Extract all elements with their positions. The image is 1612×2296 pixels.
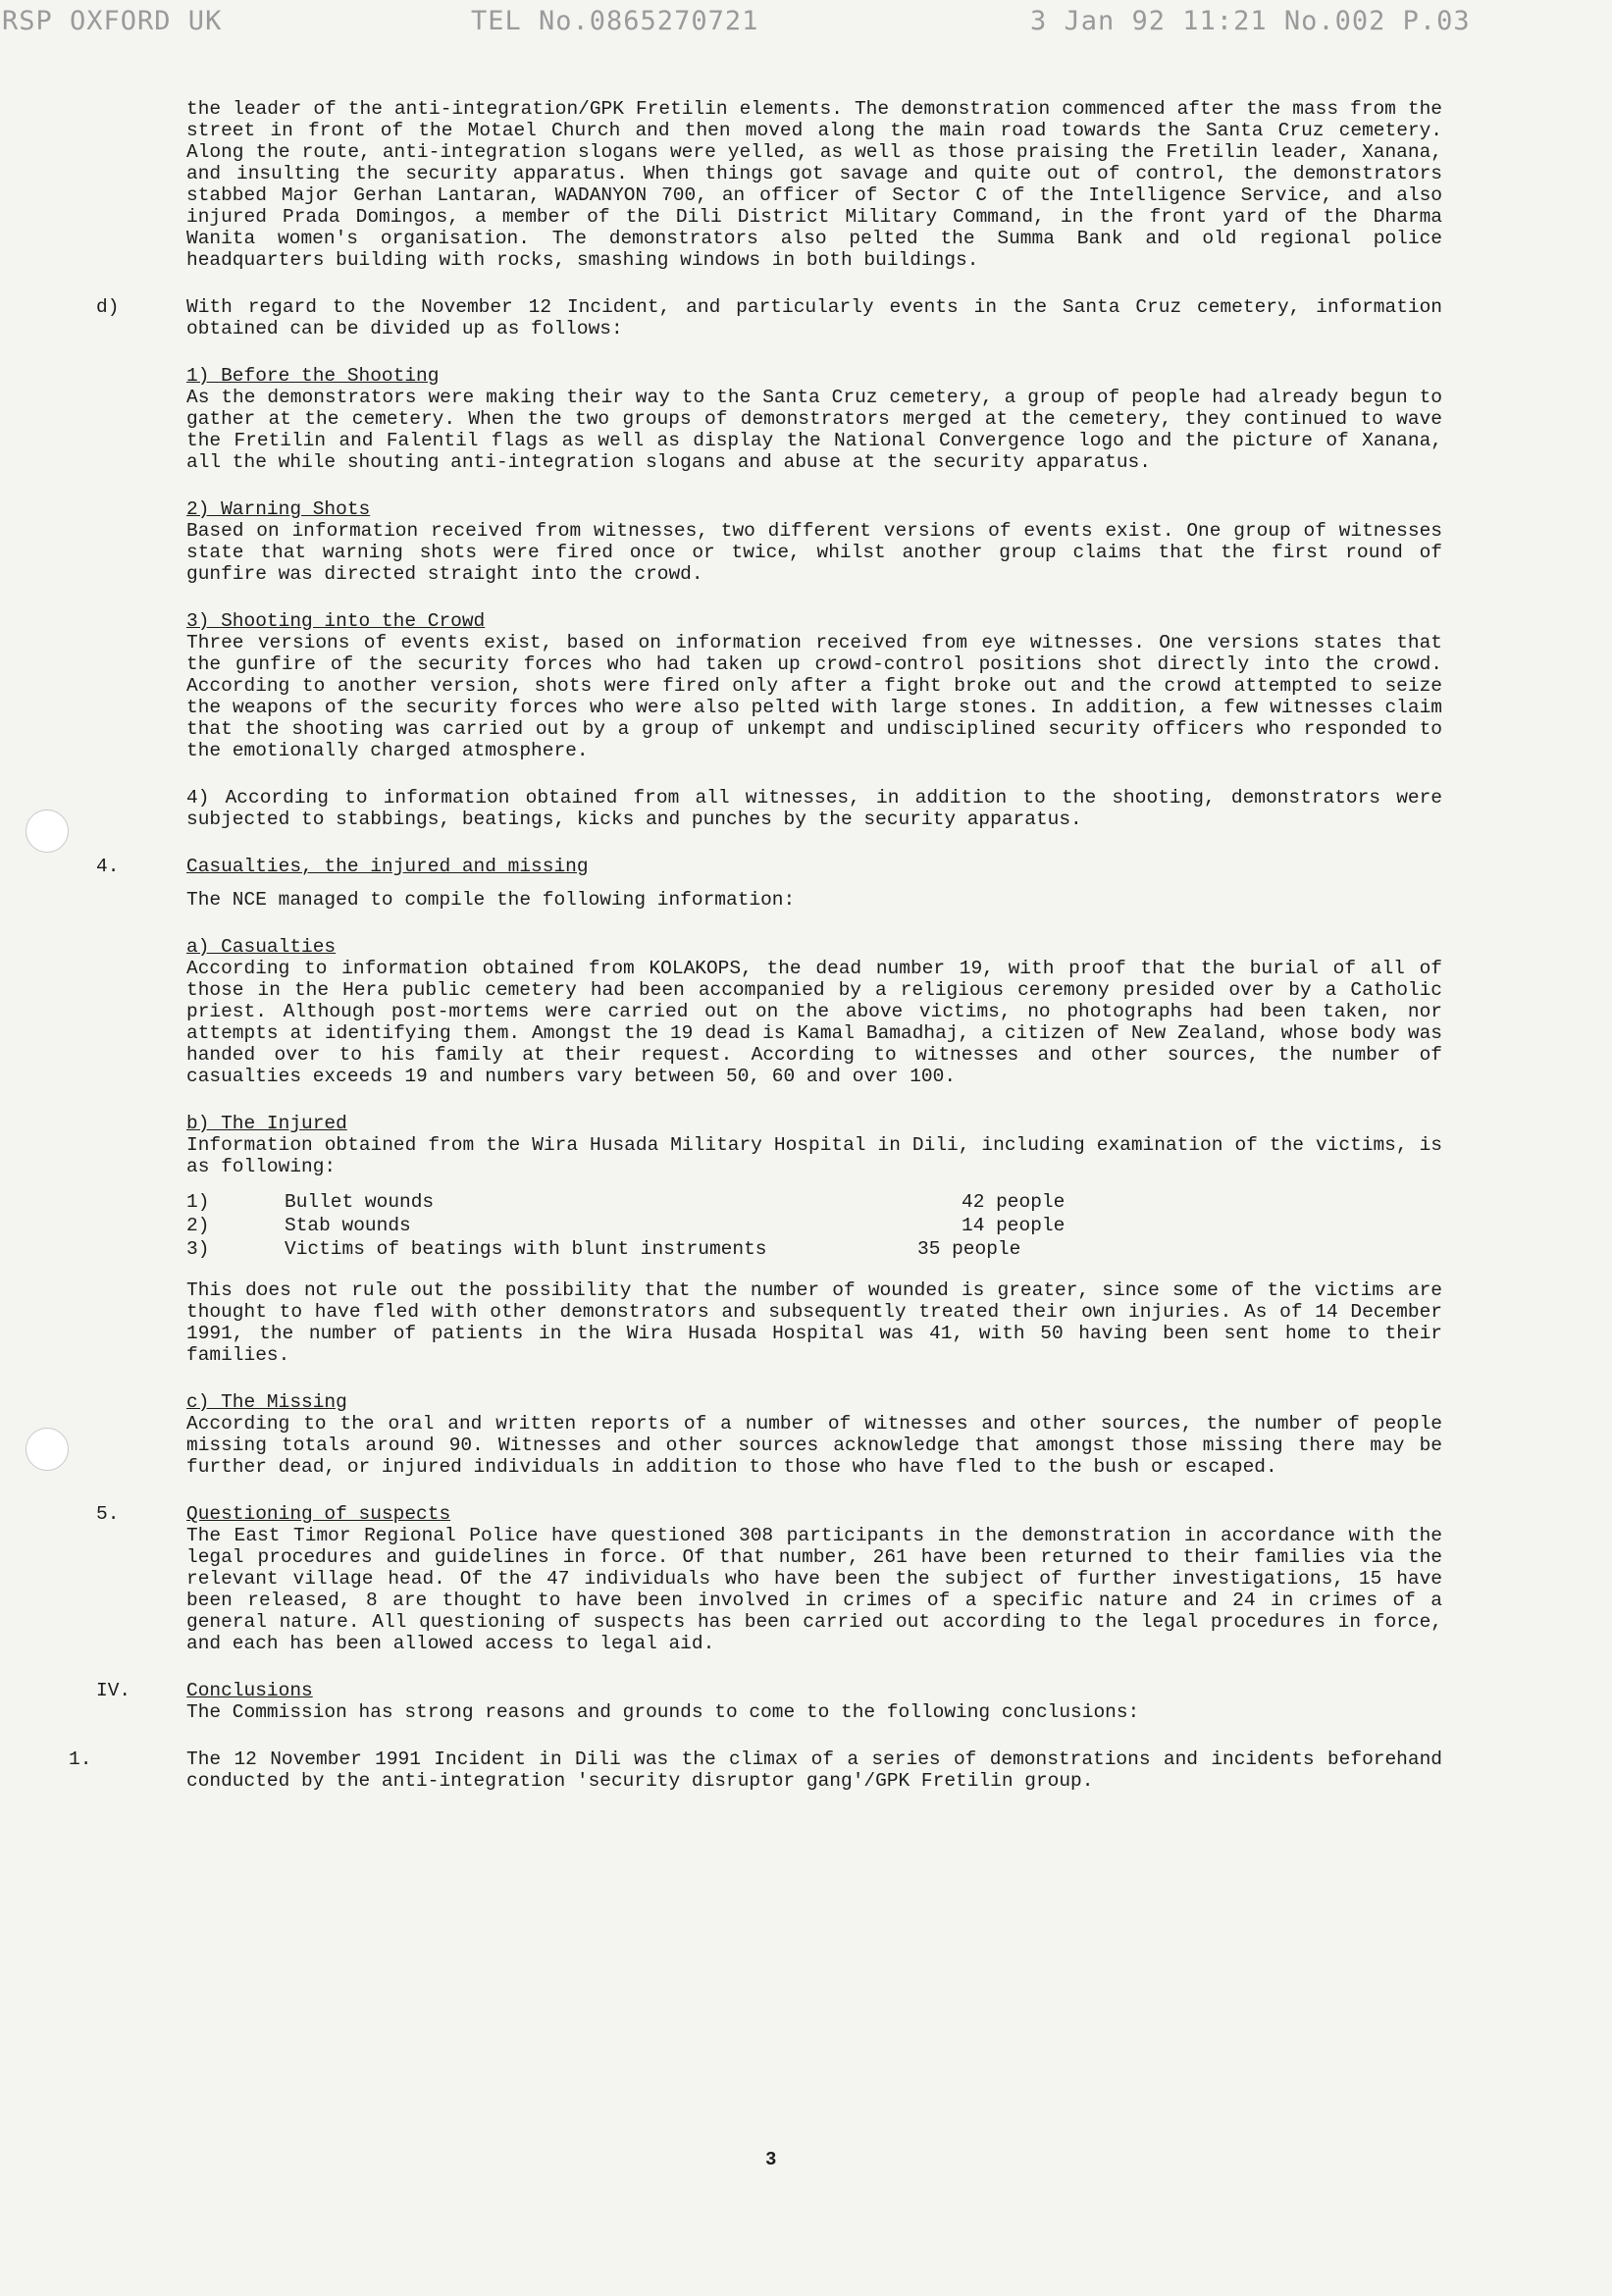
missing-text: According to the oral and written reports of a number of witnesses and other sources, the number of people missing totals around 90. Witnesses and other sources acknowledge that amongst those missing there may be further dead, or injured individuals in addition to those who have fled to the bush or escaped. [186, 1413, 1442, 1478]
conclusion-1 [69, 1748, 1442, 1792]
list-item [186, 1191, 1442, 1215]
casualties-text: According to information obtained from KOLAKOPS, the dead number 19, with proof that the burial of all of those in the Hera public cemetery had been accompanied by a religious ceremony presided over by a Catholic priest. Although post-mortems were carried out on the above victims, no photographs had been taken, nor attempts at identifying them. Amongst the 19 dead is Kamal Bamadhaj, a citizen of New Zealand, whose body was handed over to his family at their request. According to witnesses and other sources, the number of casualties exceeds 19 and numbers vary between 50, 60 and over 100. [186, 958, 1442, 1087]
section-iv [69, 1680, 1442, 1792]
section-heading: Questioning of suspects [186, 1503, 451, 1525]
subheading: b) The Injured [186, 1113, 347, 1134]
subheading: c) The Missing [186, 1391, 347, 1413]
section-number: 4. [96, 856, 120, 877]
intro-paragraph: the leader of the anti-integration/GPK Fretilin elements. The demonstration commenced after the mass from the street in front of the Motael Church and then moved along the main road towards the Santa Cruz cemetery. Along the route, anti-integration slogans were yelled, as well as those praising the Fretilin leader, Xanana, and insulting the security apparatus. When things got savage and quite out of control, the demonstrators stabbed Major Gerhan Lantaran, WADANYON 700, an officer of Sector C of the Intelligence Service, and also injured Prada Domingos, a member of the Dili District Military Command, in the front yard of the Dharma Wanita women's organisation. The demonstrators also pelted the Summa Bank and old regional police headquarters building with rocks, smashing windows in both buildings. [186, 98, 1442, 271]
subheading: 2) Warning Shots [186, 498, 371, 520]
item-label: Victims of beatings with blunt instruments [285, 1238, 767, 1260]
subheading: 3) Shooting into the Crowd [186, 610, 486, 632]
subheading: 1) Before the Shooting [186, 365, 440, 387]
punch-hole [26, 809, 69, 853]
list-item [186, 1238, 1442, 1262]
injured-text: Information obtained from the Wira Husada Military Hospital in Dili, including examination of the victims, is as following: [186, 1134, 1442, 1177]
punch-hole [26, 1428, 69, 1471]
fax-sender: RSP OXFORD UK [2, 6, 223, 36]
item-text: As the demonstrators were making their way to the Santa Cruz cemetery, a group of people had already begun to gather at the cemetery. When the two groups of demonstrators merged at the cemetery, they continued to wave the Fretilin and Falentil flags as well as display the National Convergence logo and the picture of Xanana, all the while shouting anti-integration slogans and abuse at the security apparatus. [186, 387, 1442, 473]
conclusions-intro: The Commission has strong reasons and grounds to come to the following conclusions: [186, 1701, 1140, 1723]
section-heading: Casualties, the injured and missing [186, 856, 589, 877]
item-number: 3) [186, 1238, 210, 1260]
item-count: 35 people [917, 1238, 1021, 1260]
section-heading: Conclusions [186, 1680, 313, 1701]
item-text: Based on information received from witnesses, two different versions of events exist. One group of witnesses state that warning shots were fired once or twice, whilst another group claims that the first round of gunfire was directed straight into the crowd. [186, 520, 1442, 585]
conclusion-number: 1. [69, 1748, 92, 1770]
item-label: Stab wounds [285, 1215, 411, 1236]
item-label: Bullet wounds [285, 1191, 435, 1213]
item-number: 1) [186, 1191, 210, 1213]
missing [186, 1391, 1442, 1478]
section-number: 5. [96, 1503, 120, 1525]
injured-after: This does not rule out the possibility that the number of wounded is greater, since some of the victims are thought to have fled with other demonstrators and subsequently treated their own injuries. As of 14 December 1991, the number of patients in the Wira Husada Hospital was 41, with 50 having been sent home to their families. [186, 1279, 1442, 1366]
item-count: 14 people [962, 1215, 1066, 1236]
document-body [69, 98, 1442, 1817]
injured-list [186, 1191, 1442, 1262]
fax-tel: TEL No.0865270721 [471, 6, 759, 36]
fax-stamp: 3 Jan 92 11:21 No.002 P.03 [1030, 6, 1471, 36]
section-number: d) [96, 296, 120, 318]
section-number: IV. [96, 1680, 131, 1701]
item-4: 4) According to information obtained from all witnesses, in addition to the shooting, demonstrators were subjected to stabbings, beatings, kicks and punches by the security apparatus. [186, 787, 1442, 830]
subheading: a) Casualties [186, 936, 337, 958]
section-d-text: With regard to the November 12 Incident, and particularly events in the Santa Cruz cemetery, information obtained can be divided up as follows: [186, 296, 1442, 339]
section-intro: The NCE managed to compile the following information: [186, 889, 796, 911]
section-5 [96, 1503, 1442, 1654]
section-5-text: The East Timor Regional Police have questioned 308 participants in the demonstration in accordance with the legal procedures and guidelines in force. Of that number, 261 have been returned to their families via the relevant village head. Of the 47 individuals who have been the subject of further investigations, 15 have been released, 8 are thought to have been involved in crimes of a specific nature and 24 in crimes of a general nature. All questioning of suspects has been carried out according to the legal procedures in force, and each has been allowed access to legal aid. [186, 1525, 1442, 1654]
item-text: Three versions of events exist, based on information received from eye witnesses. One versions states that the gunfire of the security forces who had taken up crowd-control positions shot directly into the crowd. According to another version, shots were fired only after a fight broke out and the crowd attempted to seize the weapons of the security forces who were also pelted with large stones. In addition, a few witnesses claim that the shooting was carried out by a group of unkempt and undisciplined security officers who responded to the emotionally charged atmosphere. [186, 632, 1442, 761]
item-number: 2) [186, 1215, 210, 1236]
fax-header [0, 6, 1612, 41]
section-d [96, 296, 1442, 830]
item-shooting-into-crowd [186, 610, 1442, 761]
page-number: 3 [765, 2149, 777, 2170]
item-before-shooting [186, 365, 1442, 473]
casualties [186, 936, 1442, 1087]
injured [186, 1113, 1442, 1366]
list-item [186, 1215, 1442, 1238]
section-4 [96, 856, 1442, 1478]
conclusion-text: The 12 November 1991 Incident in Dili was the climax of a series of demonstrations and incidents beforehand conducted by the anti-integration 'security disruptor gang'/GPK Fretilin group. [186, 1748, 1442, 1792]
item-count: 42 people [962, 1191, 1066, 1213]
item-warning-shots [186, 498, 1442, 585]
